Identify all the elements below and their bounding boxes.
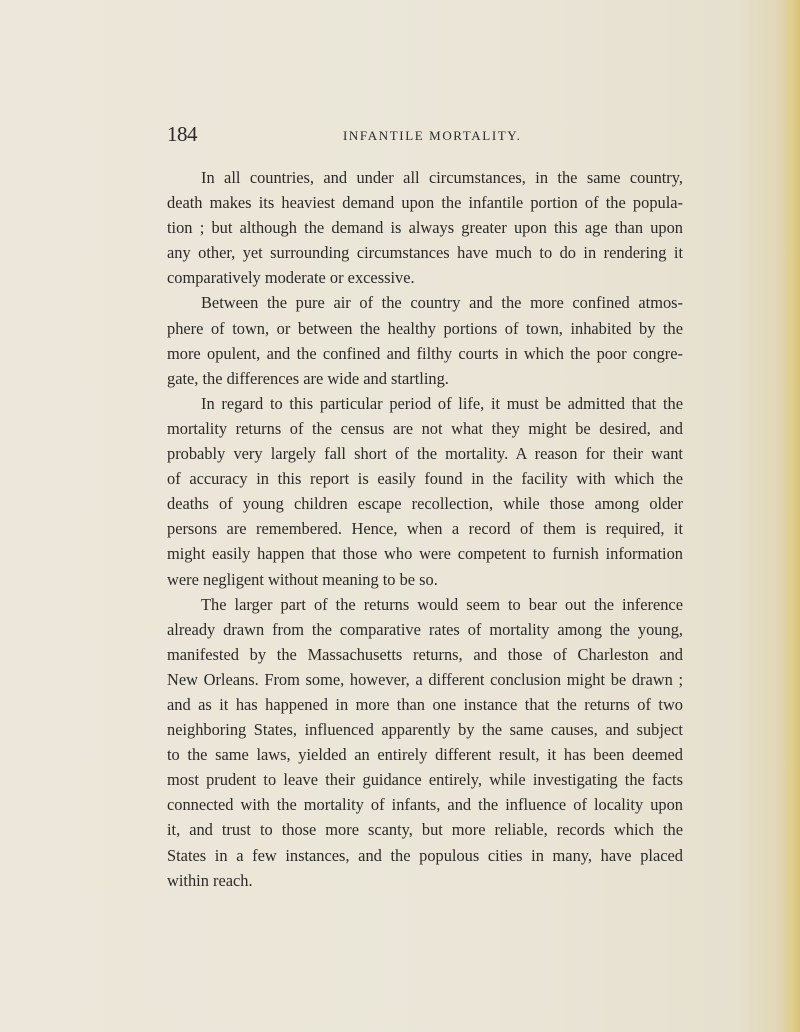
text-line: deaths of young children escape recollection, while those among older (167, 494, 683, 514)
running-head (167, 122, 687, 146)
text-line: most prudent to leave their guidance entirely, while investigating the facts (167, 770, 683, 790)
text-line: gate, the differences are wide and startling. (167, 368, 449, 388)
body-text (167, 165, 683, 893)
text-line: death makes its heaviest demand upon the infantile portion of the popula- (167, 193, 683, 213)
paragraph-1 (167, 165, 683, 290)
text-line: it, and trust to those more scanty, but more reliable, records which the (167, 820, 683, 840)
text-line: already drawn from the comparative rates of mortality among the young, (167, 619, 683, 639)
page-edge-shadow (784, 0, 800, 1032)
text-line: connected with the mortality of infants, and the influence of locality upon (167, 795, 683, 815)
text-line: comparatively moderate or excessive. (167, 268, 415, 288)
text-line: within reach. (167, 870, 253, 890)
text-line: States in a few instances, and the populous cities in many, have placed (167, 845, 683, 865)
text-line: might easily happen that those who were competent to furnish information (167, 544, 683, 564)
text-line: and as it has happened in more than one instance that the returns of two (167, 694, 683, 714)
text-line: persons are remembered. Hence, when a record of them is required, it (167, 519, 683, 539)
text-line: Between the pure air of the country and the more confined atmos- (201, 293, 683, 313)
text-line: more opulent, and the confined and filthy courts in which the poor congre- (167, 343, 683, 363)
text-line: The larger part of the returns would seem to bear out the inference (201, 594, 683, 614)
text-line: were negligent without meaning to be so. (167, 569, 438, 589)
text-line: to the same laws, yielded an entirely different result, it has been deemed (167, 745, 683, 765)
text-line: any other, yet surrounding circumstances have much to do in rendering it (167, 243, 683, 263)
paragraph-2 (167, 290, 683, 390)
text-line: of accuracy in this report is easily found in the facility with which the (167, 469, 683, 489)
paragraph-3 (167, 391, 683, 592)
text-line: In regard to this particular period of life, it must be admitted that the (201, 393, 683, 413)
text-line: phere of town, or between the healthy portions of town, inhabited by the (167, 318, 683, 338)
text-line: neighboring States, influenced apparently by the same causes, and subject (167, 720, 683, 740)
text-line: In all countries, and under all circumstances, in the same country, (201, 168, 683, 187)
text-line: probably very largely fall short of the mortality. A reason for their want (167, 444, 683, 464)
page-number: 184 (167, 122, 197, 146)
text-line: tion ; but although the demand is always greater upon this age than upon (167, 218, 683, 238)
text-line: mortality returns of the census are not what they might be desired, and (167, 418, 683, 438)
running-head-title: INFANTILE MORTALITY. (343, 128, 522, 143)
paragraph-4 (167, 592, 683, 893)
text-line: New Orleans. From some, however, a different conclusion might be drawn ; (167, 669, 683, 689)
text-line: manifested by the Massachusetts returns, and those of Charleston and (167, 644, 683, 664)
